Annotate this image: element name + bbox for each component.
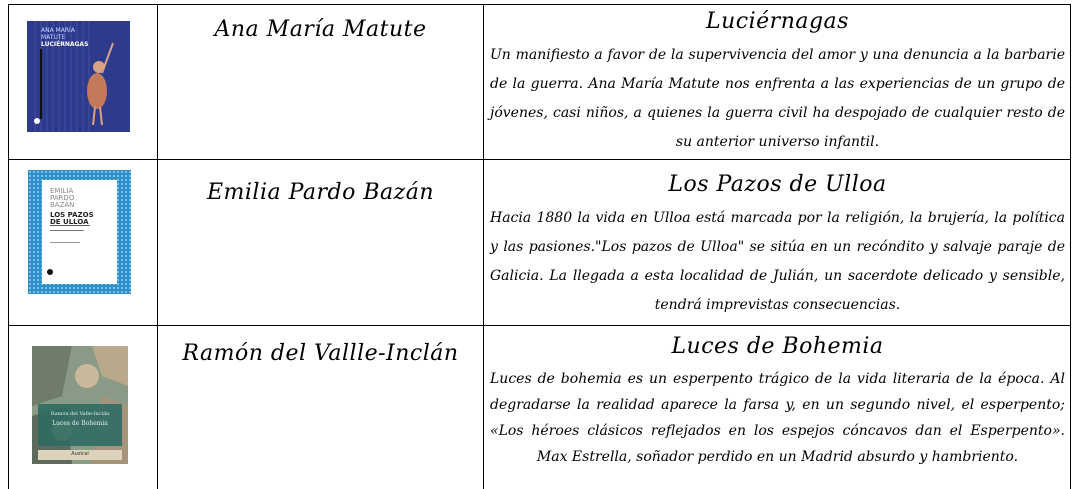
table-row — [8, 4, 1071, 159]
cover-author-line: EMILIA — [50, 187, 74, 195]
book-title: Luces de Bohemia — [671, 334, 884, 359]
book-author: Ramón del Vallle-Inclán — [182, 341, 459, 366]
cover-title-line: Luces de Bohemia — [52, 420, 108, 427]
cover-art — [32, 346, 128, 464]
cover-title-line: LUCIÉRNAGAS — [41, 41, 89, 48]
book-description: Hacia 1880 la vida en Ulloa está marcada por la religión, la brujería, la política y las pasiones."Los pazos de Ulloa" se sitúa en un recóndito y salvaje paraje de Galicia. La llegada a esta localidad de Julián, un sacerdote delicado y sensible, tendrá imprevistas consecuencias. — [490, 210, 1065, 313]
book-title: Luciérnagas — [706, 9, 849, 34]
book-title: Los Pazos de Ulloa — [668, 172, 887, 197]
book-cover-pazos-de-ulloa — [28, 170, 131, 294]
cover-title-line: LOS PAZOS — [50, 211, 94, 219]
book-cover-luciernagas — [27, 21, 130, 132]
description-text: es un esperpento trágico de la vida literaria de la época. Al degradarse la realidad aparece la farsa y, en un segundo nivel, el esperpento; «Los héroes clásicos reflejados en los espejos cóncavos dan el Esperpento». Max Estrella, soñador perdido en un Madrid absurdo y hambriento. — [490, 371, 1065, 465]
cover-author-line: ANA MARÍA — [41, 27, 75, 34]
cover-author-line: Ramón del Valle-Inclán — [50, 411, 110, 417]
book-author: Emilia Pardo Bazán — [206, 180, 435, 205]
table-row — [8, 160, 1071, 325]
book-description — [490, 366, 1065, 470]
cover-author-line: PARDO — [50, 194, 75, 202]
book-author: Ana María Matute — [214, 17, 427, 42]
cover-author-line: BAZÁN — [50, 201, 75, 209]
cover-title-line: DE ULLOA — [50, 218, 89, 226]
description-emphasis: Luces de bohemia — [490, 371, 622, 387]
table-row — [8, 326, 1071, 489]
cover-publisher: Austral — [71, 451, 89, 457]
books-table — [8, 4, 1071, 489]
cover-author-line: MATUTE — [41, 34, 66, 41]
book-description: Un manifiesto a favor de la supervivencia del amor y una denuncia a la barbarie de la guerra. Ana María Matute nos enfrenta a las experiencias de un grupo de jóvenes, casi niños, a quienes la guerra civil ha despojado de cualquier resto de su anterior universo infantil. — [490, 47, 1065, 150]
book-cover-luces-de-bohemia — [32, 346, 128, 464]
